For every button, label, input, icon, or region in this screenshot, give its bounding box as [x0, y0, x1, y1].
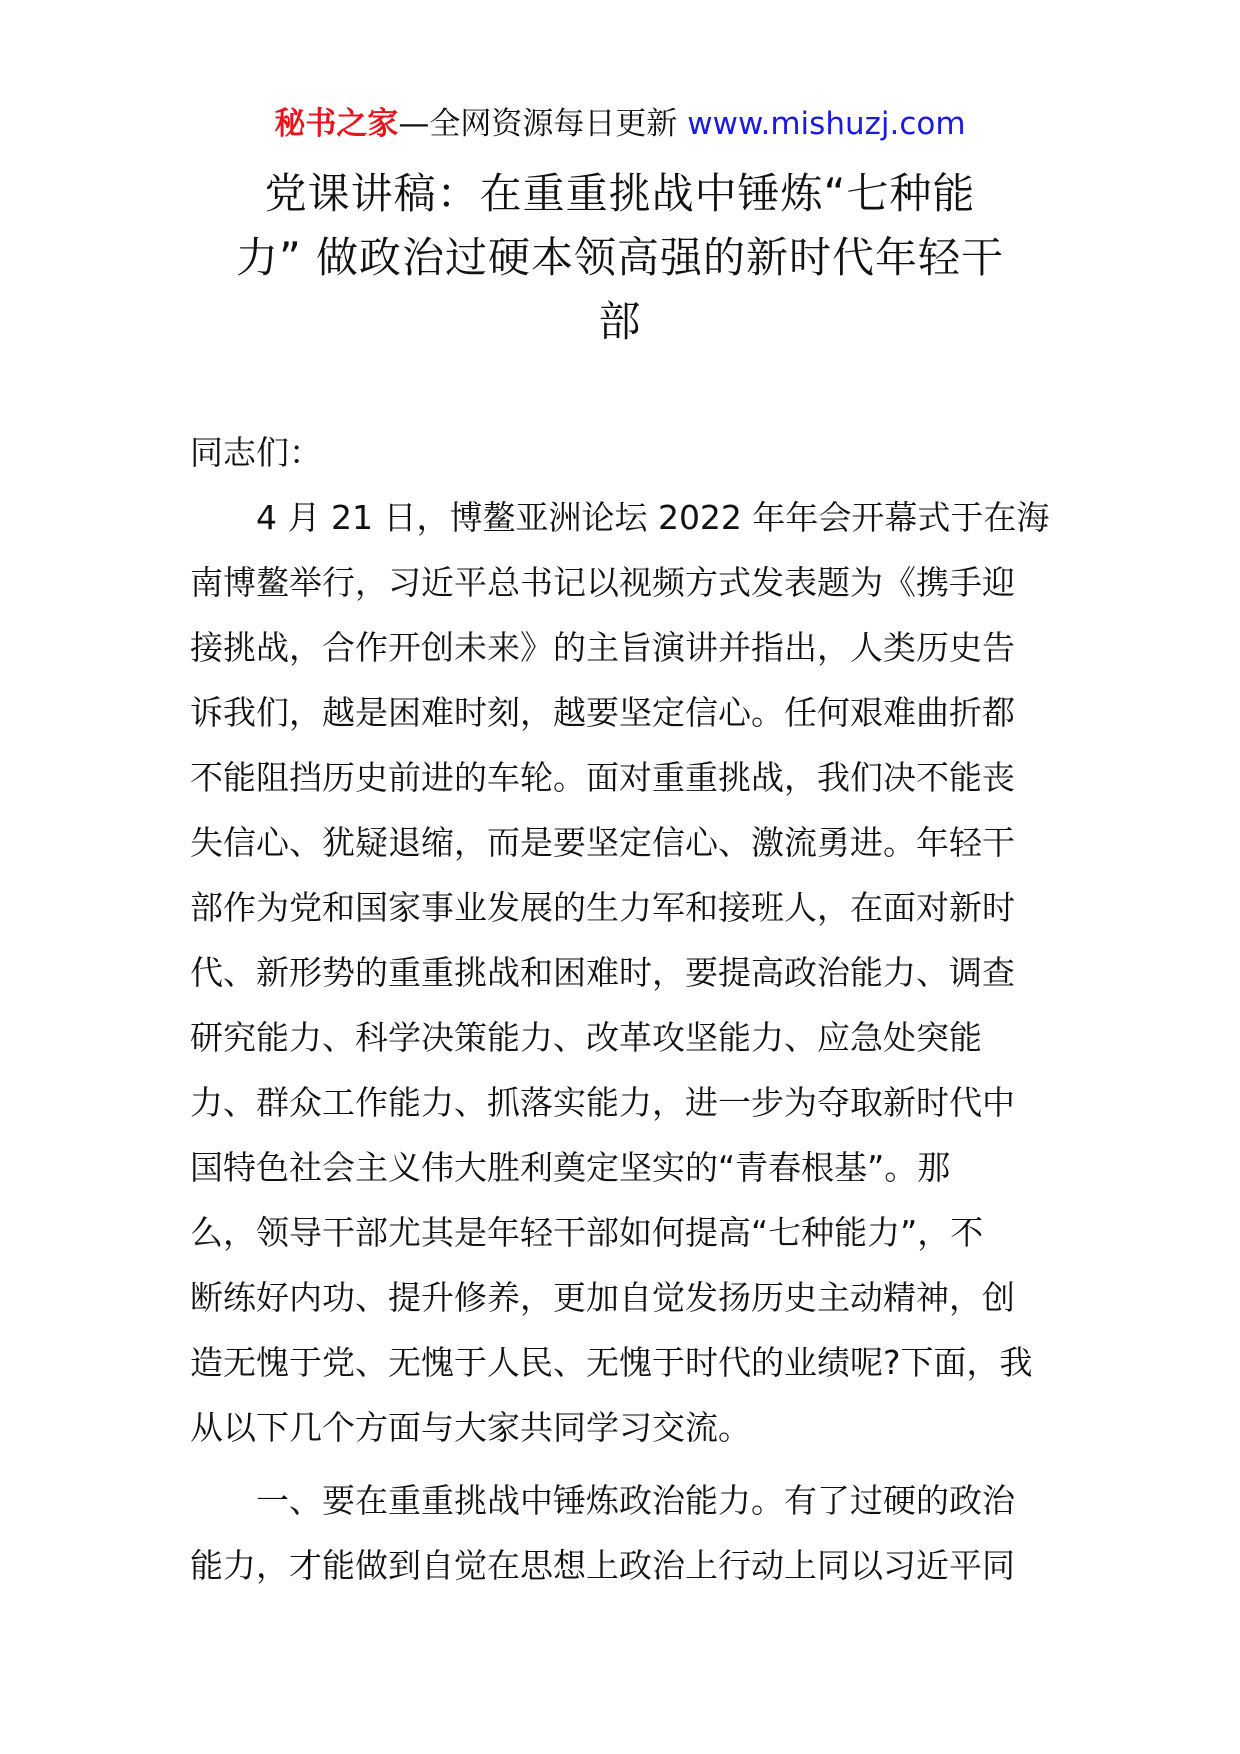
paragraph-1: [190, 485, 1050, 1460]
paragraph-line: 接挑战，合作开创未来》的主旨演讲并指出，人类历史告: [190, 628, 1015, 667]
salutation: 同志们：: [190, 433, 322, 472]
paragraph-line: 么，领导干部尤其是年轻干部如何提高“七种能力”，不: [190, 1213, 984, 1252]
site-header: [0, 102, 1240, 146]
paragraph-line: 失信心、犹疑退缩，而是要坚定信心、激流勇进。年轻干: [190, 823, 1015, 862]
paragraph-line: 诉我们，越是困难时刻，越要坚定信心。任何艰难曲折都: [190, 693, 1015, 732]
paragraph-2: [190, 1468, 1050, 1598]
paragraph-line: 国特色社会主义伟大胜利奠定坚实的“青春根基”。那: [190, 1148, 951, 1187]
paragraph-line: 部作为党和国家事业发展的生力军和接班人，在面对新时: [190, 888, 1015, 927]
brand-name: 秘书之家: [274, 106, 399, 142]
site-url: www.mishuzj.com: [687, 106, 966, 142]
paragraph-line: 从以下几个方面与大家共同学习交流。: [190, 1408, 751, 1447]
paragraph-line: 断练好内功、提升修养，更加自觉发扬历史主动精神，创: [190, 1278, 1015, 1317]
header-tagline: —全网资源每日更新: [398, 106, 678, 142]
title-line: 部: [598, 297, 642, 346]
paragraph-line: 能力，才能做到自觉在思想上政治上行动上同以习近平同: [190, 1546, 1015, 1585]
paragraph-line: 研究能力、科学决策能力、改革攻坚能力、应急处突能: [190, 1018, 982, 1057]
document-body: [190, 420, 1050, 1598]
paragraph-line: 4 月 21 日，博鳌亚洲论坛 2022 年年会开幕式于在海: [256, 498, 1050, 537]
title-line: 力” 做政治过硬本领高强的新时代年轻干: [235, 233, 1005, 282]
paragraph-line: 造无愧于党、无愧于人民、无愧于时代的业绩呢?下面，我: [190, 1343, 1033, 1382]
document-title: [190, 162, 1050, 354]
paragraph-line: 不能阻挡历史前进的车轮。面对重重挑战，我们决不能丧: [190, 758, 1015, 797]
title-line: 党课讲稿：在重重挑战中锤炼“七种能: [264, 169, 976, 218]
paragraph-line: 一、要在重重挑战中锤炼政治能力。有了过硬的政治: [256, 1481, 1015, 1520]
paragraph-line: 代、新形势的重重挑战和困难时，要提高政治能力、调查: [190, 953, 1015, 992]
paragraph-line: 力、群众工作能力、抓落实能力，进一步为夺取新时代中: [190, 1083, 1015, 1122]
paragraph-line: 南博鳌举行，习近平总书记以视频方式发表题为《携手迎: [190, 563, 1015, 602]
